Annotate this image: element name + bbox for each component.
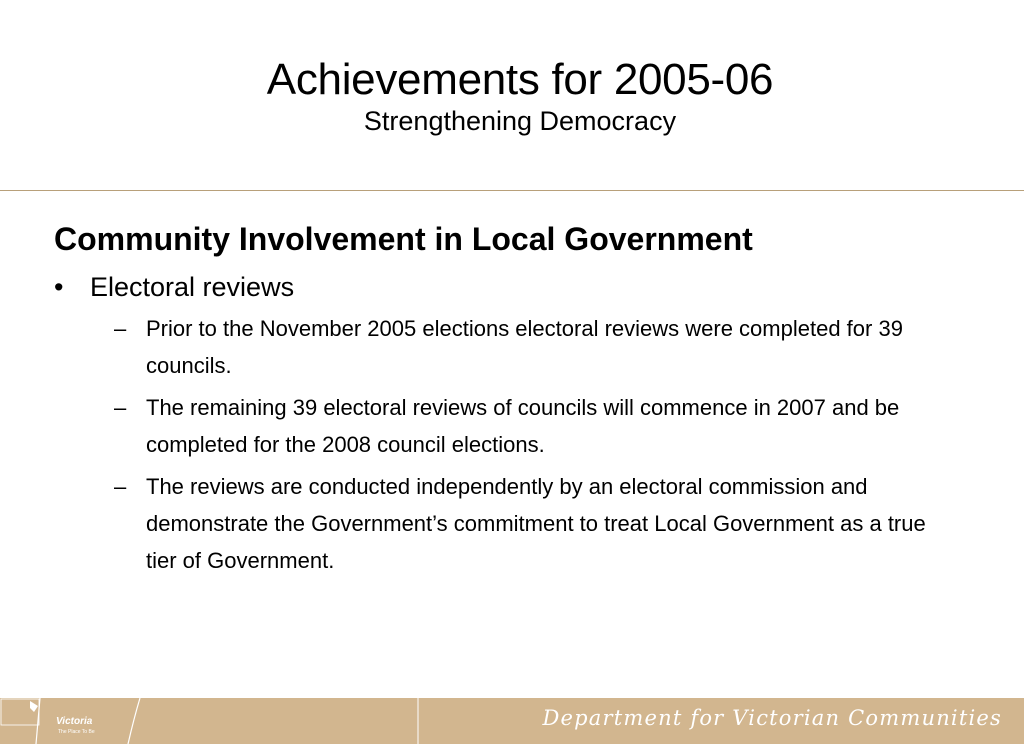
victoria-logo [0,698,40,726]
bullet-mark: • [54,272,64,302]
bullet-electoral-reviews [54,269,994,305]
dash-mark: – [114,395,127,420]
bullet-label: Electoral reviews [90,272,295,302]
sub-bullet [54,468,994,579]
slide-title: Achievements for 2005-06 [266,55,774,104]
footer-bar [0,698,1024,744]
title-block [0,56,1024,138]
dash-mark: – [114,474,127,499]
logo-text: Victoria [56,716,93,727]
section-heading: Community Involvement in Local Government [54,221,753,257]
slide-content [54,218,994,584]
logo-tagline: The Place To Be [58,729,95,735]
slide-subtitle: Strengthening Democracy [363,106,677,136]
department-name: Department for Victorian Communities [542,706,1002,730]
sub-bullet-text: The remaining 39 electoral reviews of councils will commence in 2007 and be completed for the 2008 council elections. [146,395,900,457]
sub-bullet [54,389,994,463]
title-divider [0,190,1024,191]
sub-bullet-text: Prior to the November 2005 elections electoral reviews were completed for 39 councils. [146,316,903,378]
sub-bullet-text: The reviews are conducted independently by an electoral commission and demonstrate the Government’s commitment to treat Local Government as a true tier of Government. [146,474,926,573]
dash-mark: – [114,316,127,341]
sub-bullet [54,310,994,384]
footer-curve [128,698,140,744]
sub-bullet-list [54,310,994,579]
